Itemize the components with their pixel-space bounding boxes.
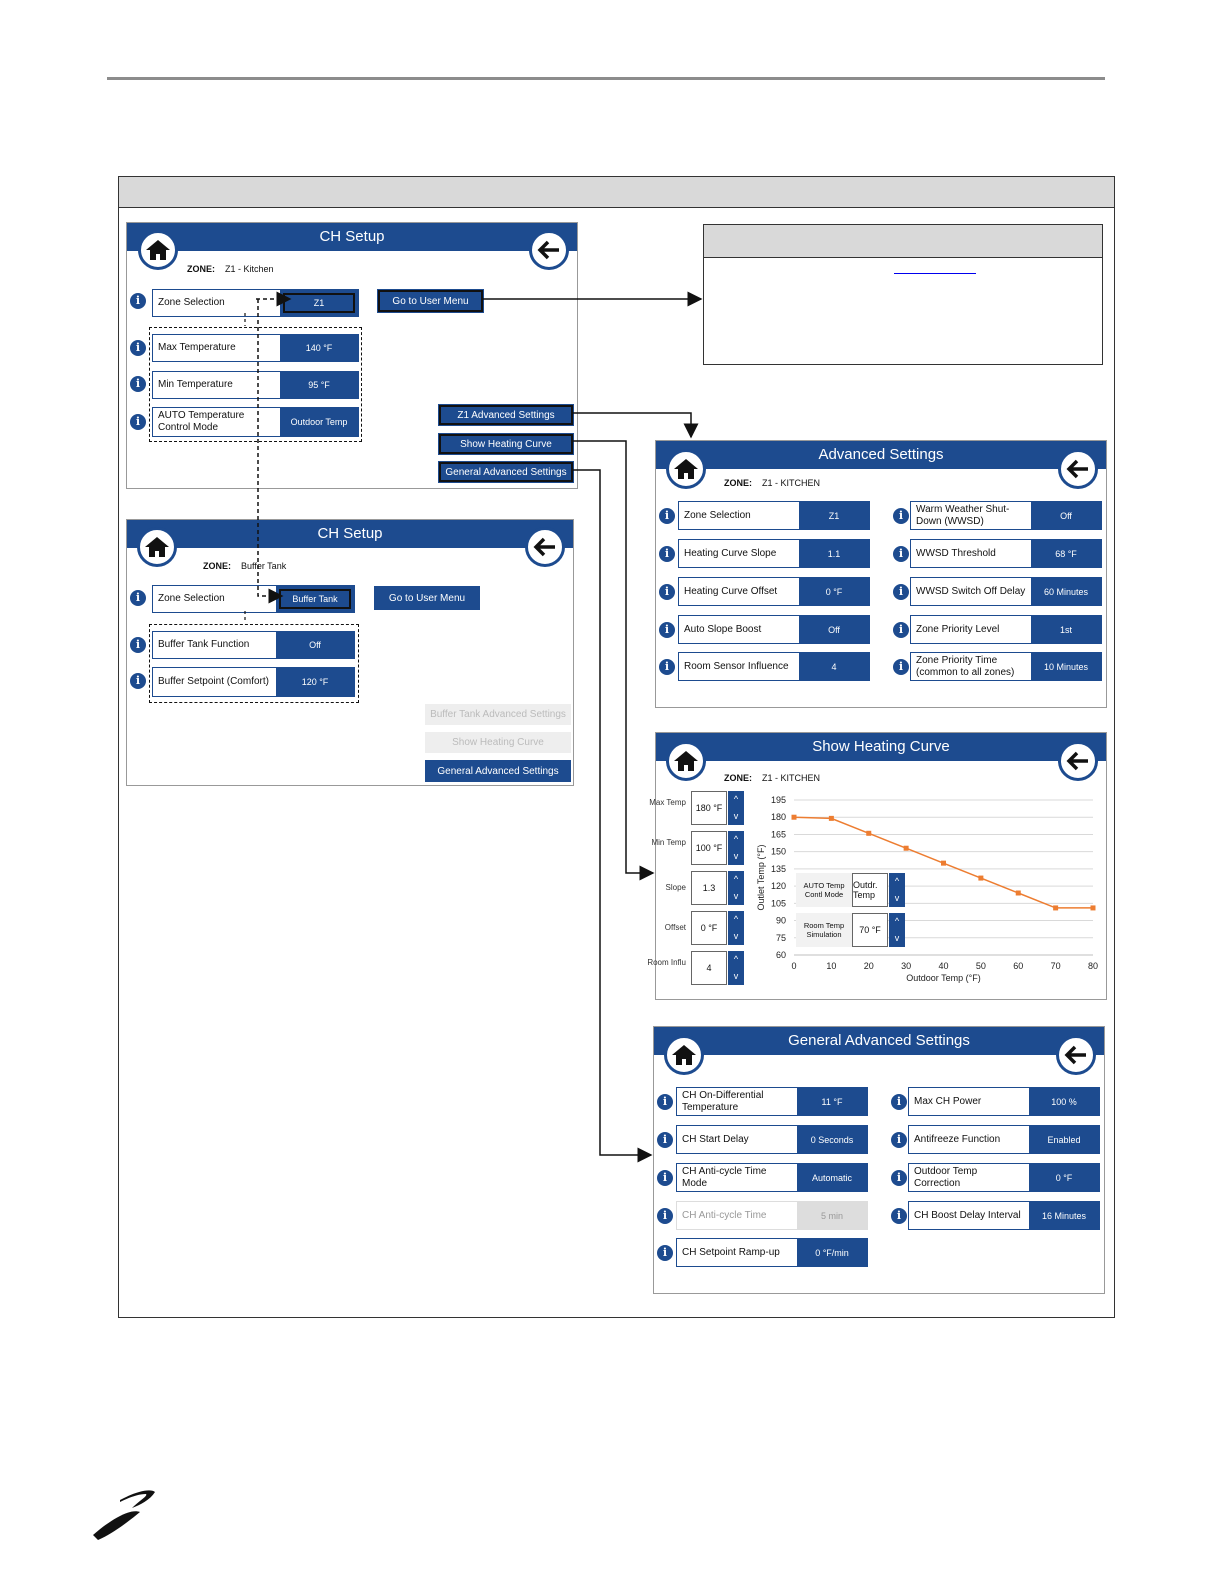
row-label: Zone Selection bbox=[684, 509, 751, 521]
y-tick-label: 150 bbox=[770, 846, 786, 857]
row-value[interactable]: Enabled bbox=[1029, 1126, 1099, 1153]
data-point bbox=[792, 815, 797, 820]
info-icon[interactable]: i bbox=[130, 340, 146, 356]
row-value[interactable]: 60 Minutes bbox=[1031, 578, 1101, 605]
data-point bbox=[978, 876, 983, 881]
row-label: Outdoor Temp Correction bbox=[914, 1165, 978, 1189]
buffer-setpoint-row[interactable] bbox=[152, 667, 355, 697]
info-icon[interactable]: i bbox=[130, 376, 146, 392]
room-sensor-influence-row[interactable] bbox=[678, 652, 870, 681]
info-icon[interactable]: i bbox=[893, 622, 909, 638]
min-temperature-value[interactable]: 95 °F bbox=[280, 372, 358, 398]
offset-down-button[interactable]: v bbox=[728, 928, 744, 945]
row-label: CH Anti-cycle Time Mode bbox=[682, 1165, 767, 1189]
back-arrow-icon bbox=[533, 537, 557, 557]
zone-display bbox=[724, 478, 820, 488]
x-axis-label: Outdoor Temp (°F) bbox=[906, 973, 981, 983]
auto-mode-value: Outdr. Temp bbox=[852, 873, 888, 907]
wwsd-threshold-row[interactable] bbox=[910, 539, 1102, 568]
home-button[interactable] bbox=[664, 1035, 704, 1075]
x-tick-label: 70 bbox=[1050, 961, 1061, 971]
control-label: Slope bbox=[665, 883, 686, 892]
row-label: WWSD Switch Off Delay bbox=[916, 585, 1026, 597]
info-icon[interactable]: i bbox=[891, 1132, 907, 1148]
back-button[interactable] bbox=[1058, 449, 1098, 489]
slope-value: 1.3 bbox=[691, 871, 727, 905]
slope-down-button[interactable]: v bbox=[728, 888, 744, 905]
max-temp-value: 180 °F bbox=[691, 791, 727, 825]
zone-selection-value[interactable]: Z1 bbox=[280, 290, 358, 316]
go-to-user-menu-button[interactable]: Go to User Menu bbox=[377, 289, 484, 313]
row-label: Buffer Tank Function bbox=[158, 639, 250, 650]
row-value[interactable]: 16 Minutes bbox=[1029, 1202, 1099, 1229]
data-point bbox=[829, 816, 834, 821]
info-icon[interactable]: i bbox=[130, 293, 146, 309]
row-value[interactable]: 0 °F bbox=[799, 578, 869, 605]
row-label: Room Sensor Influence bbox=[684, 660, 789, 672]
heating-curve-screen bbox=[647, 732, 1107, 1000]
info-icon[interactable]: i bbox=[891, 1170, 907, 1186]
note-box bbox=[703, 224, 1103, 365]
x-tick-label: 80 bbox=[1087, 961, 1099, 971]
row-label: Zone Selection bbox=[158, 593, 225, 604]
x-tick-label: 10 bbox=[826, 961, 837, 971]
row-label: Heating Curve Slope bbox=[684, 547, 777, 559]
slope-up-button[interactable]: ^ bbox=[728, 871, 744, 888]
figure-header bbox=[119, 177, 1114, 208]
home-icon bbox=[144, 536, 170, 558]
logo-swoosh-lower bbox=[93, 1511, 140, 1540]
zone-priority-time-row[interactable] bbox=[910, 652, 1102, 681]
home-button[interactable] bbox=[138, 230, 178, 270]
row-value[interactable]: Automatic bbox=[797, 1164, 867, 1191]
row-label: Max Temperature bbox=[158, 342, 236, 353]
offset-up-button[interactable]: ^ bbox=[728, 911, 744, 928]
zone-label: ZONE: bbox=[203, 561, 231, 571]
info-icon[interactable]: i bbox=[130, 590, 146, 606]
screen-title: General Advanced Settings bbox=[654, 1027, 1104, 1055]
buffer-tank-function-value[interactable]: Off bbox=[276, 632, 354, 658]
info-icon[interactable]: i bbox=[659, 659, 675, 675]
z1-advanced-settings-button[interactable]: Z1 Advanced Settings bbox=[438, 404, 574, 426]
row-label: CH Boost Delay Interval bbox=[914, 1209, 1021, 1221]
control-label: Room Influ bbox=[647, 958, 686, 967]
row-value: 5 min bbox=[797, 1202, 867, 1229]
auto-mode-label: AUTO Temp Contl Mode bbox=[796, 873, 852, 907]
offset-value: 0 °F bbox=[691, 911, 727, 945]
row-value[interactable]: Z1 bbox=[799, 502, 869, 529]
max-temperature-row[interactable] bbox=[152, 334, 359, 362]
info-icon[interactable]: i bbox=[893, 546, 909, 562]
y-tick-label: 60 bbox=[775, 950, 786, 960]
min-temp-up-button[interactable]: ^ bbox=[728, 831, 744, 848]
ch-boost-delay-interval-row[interactable] bbox=[908, 1201, 1100, 1230]
screen-title: CH Setup bbox=[127, 223, 577, 251]
y-axis-label: Outlet Temp (°F) bbox=[756, 844, 766, 911]
info-icon[interactable]: i bbox=[659, 584, 675, 600]
room-sim-label: Room Temp Simulation bbox=[796, 913, 852, 947]
back-button[interactable] bbox=[1056, 1035, 1096, 1075]
room-sim-up-button[interactable]: ^ bbox=[889, 913, 905, 930]
y-tick-label: 165 bbox=[770, 829, 786, 840]
row-label: CH Anti-cycle Time bbox=[682, 1209, 767, 1221]
auto-mode-down-button[interactable]: v bbox=[889, 890, 905, 907]
advanced-settings-screen bbox=[655, 440, 1107, 708]
info-icon[interactable]: i bbox=[659, 508, 675, 524]
home-icon bbox=[671, 1044, 697, 1066]
info-icon[interactable]: i bbox=[891, 1094, 907, 1110]
row-value[interactable]: Off bbox=[1031, 502, 1101, 529]
info-icon[interactable]: i bbox=[659, 622, 675, 638]
y-tick-label: 90 bbox=[775, 915, 786, 926]
ch-setup-screen-buffer bbox=[126, 519, 574, 786]
row-label: Warm Weather Shut-Down (WWSD) bbox=[916, 503, 1010, 527]
row-label: Antifreeze Function bbox=[914, 1133, 1001, 1145]
row-label: Zone Priority Level bbox=[916, 623, 1000, 635]
general-advanced-settings-screen bbox=[653, 1026, 1105, 1294]
ch-on-differential-row[interactable] bbox=[676, 1087, 868, 1116]
x-tick-label: 30 bbox=[901, 961, 912, 971]
room-sim-value: 70 °F bbox=[852, 913, 888, 947]
logo-swoosh-upper bbox=[120, 1490, 155, 1508]
min-temp-value: 100 °F bbox=[691, 831, 727, 865]
y-tick-label: 195 bbox=[770, 795, 786, 805]
room-sim-down-button[interactable]: v bbox=[889, 930, 905, 947]
ch-anti-cycle-time-row bbox=[676, 1201, 868, 1230]
zone-selection-row[interactable] bbox=[152, 585, 355, 613]
x-tick-label: 40 bbox=[938, 961, 949, 971]
info-icon[interactable]: i bbox=[893, 659, 909, 675]
row-label: AUTO Temperature Control Mode bbox=[158, 410, 245, 433]
row-label: Buffer Setpoint (Comfort) bbox=[158, 676, 269, 687]
control-label: Max Temp bbox=[649, 798, 686, 807]
data-point bbox=[1091, 905, 1096, 910]
wwsd-switch-off-delay-row[interactable] bbox=[910, 577, 1102, 606]
buffer-tank-advanced-settings-button[interactable]: Buffer Tank Advanced Settings bbox=[425, 704, 571, 725]
general-advanced-settings-button[interactable]: General Advanced Settings bbox=[438, 461, 574, 483]
screen-title: Show Heating Curve bbox=[656, 733, 1106, 761]
zone-selection-value[interactable]: Buffer Tank bbox=[276, 586, 354, 612]
wwsd-row[interactable] bbox=[910, 501, 1102, 530]
y-tick-label: 180 bbox=[770, 812, 786, 823]
general-advanced-settings-button[interactable]: General Advanced Settings bbox=[425, 760, 571, 782]
heating-curve-slope-row[interactable] bbox=[678, 539, 870, 568]
info-icon[interactable]: i bbox=[657, 1245, 673, 1261]
row-value[interactable]: 0 Seconds bbox=[797, 1126, 867, 1153]
home-button[interactable] bbox=[137, 527, 177, 567]
row-label: CH Setpoint Ramp-up bbox=[682, 1246, 780, 1258]
data-point bbox=[1053, 905, 1058, 910]
data-point bbox=[1016, 891, 1021, 896]
screen-title: Advanced Settings bbox=[656, 441, 1106, 469]
room-influence-value: 4 bbox=[691, 951, 727, 985]
info-icon[interactable]: i bbox=[657, 1208, 673, 1224]
row-label: Heating Curve Offset bbox=[684, 585, 778, 597]
antifreeze-function-row[interactable] bbox=[908, 1125, 1100, 1154]
row-label: Zone Selection bbox=[158, 297, 225, 308]
min-temp-down-button[interactable]: v bbox=[728, 848, 744, 865]
zone-label: ZONE: bbox=[187, 264, 215, 274]
row-label: WWSD Threshold bbox=[916, 547, 996, 559]
info-icon[interactable]: i bbox=[893, 508, 909, 524]
screen-title: CH Setup bbox=[127, 520, 573, 548]
header-rule bbox=[107, 77, 1105, 80]
info-icon[interactable]: i bbox=[893, 584, 909, 600]
room-influence-down-button[interactable]: v bbox=[728, 968, 744, 985]
zone-value: Buffer Tank bbox=[241, 561, 287, 571]
row-label: Zone Priority Time (common to all zones) bbox=[916, 654, 1015, 678]
min-temperature-row[interactable] bbox=[152, 371, 359, 399]
row-value[interactable]: 11 °F bbox=[797, 1088, 867, 1115]
show-heating-curve-button[interactable]: Show Heating Curve bbox=[425, 732, 571, 753]
zone-display bbox=[203, 561, 286, 571]
row-value[interactable]: 0 °F bbox=[1029, 1164, 1099, 1191]
row-label: Min Temperature bbox=[158, 379, 233, 390]
adv-zone-selection-row[interactable] bbox=[678, 501, 870, 530]
row-label: CH Start Delay bbox=[682, 1133, 749, 1145]
x-tick-label: 50 bbox=[975, 961, 986, 971]
zone-value: Z1 - Kitchen bbox=[225, 264, 274, 274]
note-link[interactable] bbox=[894, 273, 976, 274]
row-label: CH On-Differential Temperature bbox=[682, 1089, 764, 1113]
data-point bbox=[941, 861, 946, 866]
info-icon[interactable]: i bbox=[130, 673, 146, 689]
zone-value: Z1 - KITCHEN bbox=[762, 478, 821, 488]
zone-display bbox=[187, 264, 274, 274]
row-value[interactable]: 1.1 bbox=[799, 540, 869, 567]
auto-temp-control-row[interactable] bbox=[152, 407, 359, 437]
heating-curve-offset-row[interactable] bbox=[678, 577, 870, 606]
data-point bbox=[904, 846, 909, 851]
show-heating-curve-button[interactable]: Show Heating Curve bbox=[438, 433, 574, 455]
info-icon[interactable]: i bbox=[891, 1208, 907, 1224]
auto-slope-boost-row[interactable] bbox=[678, 615, 870, 644]
outdoor-temp-correction-row[interactable] bbox=[908, 1163, 1100, 1192]
buffer-setpoint-value[interactable]: 120 °F bbox=[276, 668, 354, 696]
auto-temp-control-value[interactable]: Outdoor Temp bbox=[280, 408, 358, 436]
ch-start-delay-row[interactable] bbox=[676, 1125, 868, 1154]
buffer-tank-function-row[interactable] bbox=[152, 631, 355, 659]
ch-setup-screen-z1 bbox=[126, 222, 578, 489]
back-arrow-icon bbox=[537, 240, 561, 260]
x-tick-label: 20 bbox=[863, 961, 874, 971]
info-icon[interactable]: i bbox=[659, 546, 675, 562]
ch-anti-cycle-mode-row[interactable] bbox=[676, 1163, 868, 1192]
row-value[interactable]: Off bbox=[799, 616, 869, 643]
zone-selection-row[interactable] bbox=[152, 289, 359, 317]
x-tick-label: 60 bbox=[1013, 961, 1024, 971]
row-label: Max CH Power bbox=[914, 1095, 982, 1107]
note-header bbox=[704, 225, 1102, 258]
x-tick-label: 0 bbox=[791, 961, 797, 971]
control-label: Offset bbox=[664, 923, 686, 932]
max-temperature-value[interactable]: 140 °F bbox=[280, 335, 358, 361]
zone-label: ZONE: bbox=[724, 478, 752, 488]
row-value[interactable]: 1st bbox=[1031, 616, 1101, 643]
max-temp-up-button[interactable]: ^ bbox=[728, 791, 744, 808]
back-arrow-icon bbox=[1066, 459, 1090, 479]
heating-curve-chart bbox=[656, 733, 1108, 1001]
y-tick-label: 120 bbox=[770, 881, 786, 892]
row-value[interactable]: 100 % bbox=[1029, 1088, 1099, 1115]
home-button[interactable] bbox=[666, 449, 706, 489]
back-arrow-icon bbox=[1064, 1045, 1088, 1065]
info-icon[interactable]: i bbox=[657, 1170, 673, 1186]
row-value[interactable]: 4 bbox=[799, 653, 869, 680]
info-icon[interactable]: i bbox=[130, 414, 146, 430]
row-value[interactable]: 68 °F bbox=[1031, 540, 1101, 567]
y-tick-label: 135 bbox=[770, 863, 786, 874]
info-icon[interactable]: i bbox=[657, 1094, 673, 1110]
room-influence-up-button[interactable]: ^ bbox=[728, 951, 744, 968]
info-icon[interactable]: i bbox=[657, 1132, 673, 1148]
home-icon bbox=[673, 458, 699, 480]
y-tick-label: 105 bbox=[770, 898, 786, 909]
row-value[interactable]: 10 Minutes bbox=[1031, 653, 1101, 680]
info-icon[interactable]: i bbox=[130, 637, 146, 653]
zone-label: ZONE: bbox=[724, 773, 752, 783]
home-icon bbox=[145, 239, 171, 261]
back-button[interactable] bbox=[525, 527, 565, 567]
row-label: Auto Slope Boost bbox=[684, 623, 762, 635]
y-tick-label: 75 bbox=[775, 932, 786, 943]
auto-mode-up-button[interactable]: ^ bbox=[889, 873, 905, 890]
row-value[interactable]: 0 °F/min bbox=[797, 1239, 867, 1266]
back-button[interactable] bbox=[529, 230, 569, 270]
control-label: Min Temp bbox=[651, 838, 686, 847]
zone-priority-level-row[interactable] bbox=[910, 615, 1102, 644]
max-temp-down-button[interactable]: v bbox=[728, 808, 744, 825]
ch-setpoint-ramp-up-row[interactable] bbox=[676, 1238, 868, 1267]
max-ch-power-row[interactable] bbox=[908, 1087, 1100, 1116]
data-point bbox=[866, 831, 871, 836]
zone-value: Z1 - KITCHEN bbox=[762, 773, 821, 783]
go-to-user-menu-button[interactable]: Go to User Menu bbox=[374, 586, 480, 610]
